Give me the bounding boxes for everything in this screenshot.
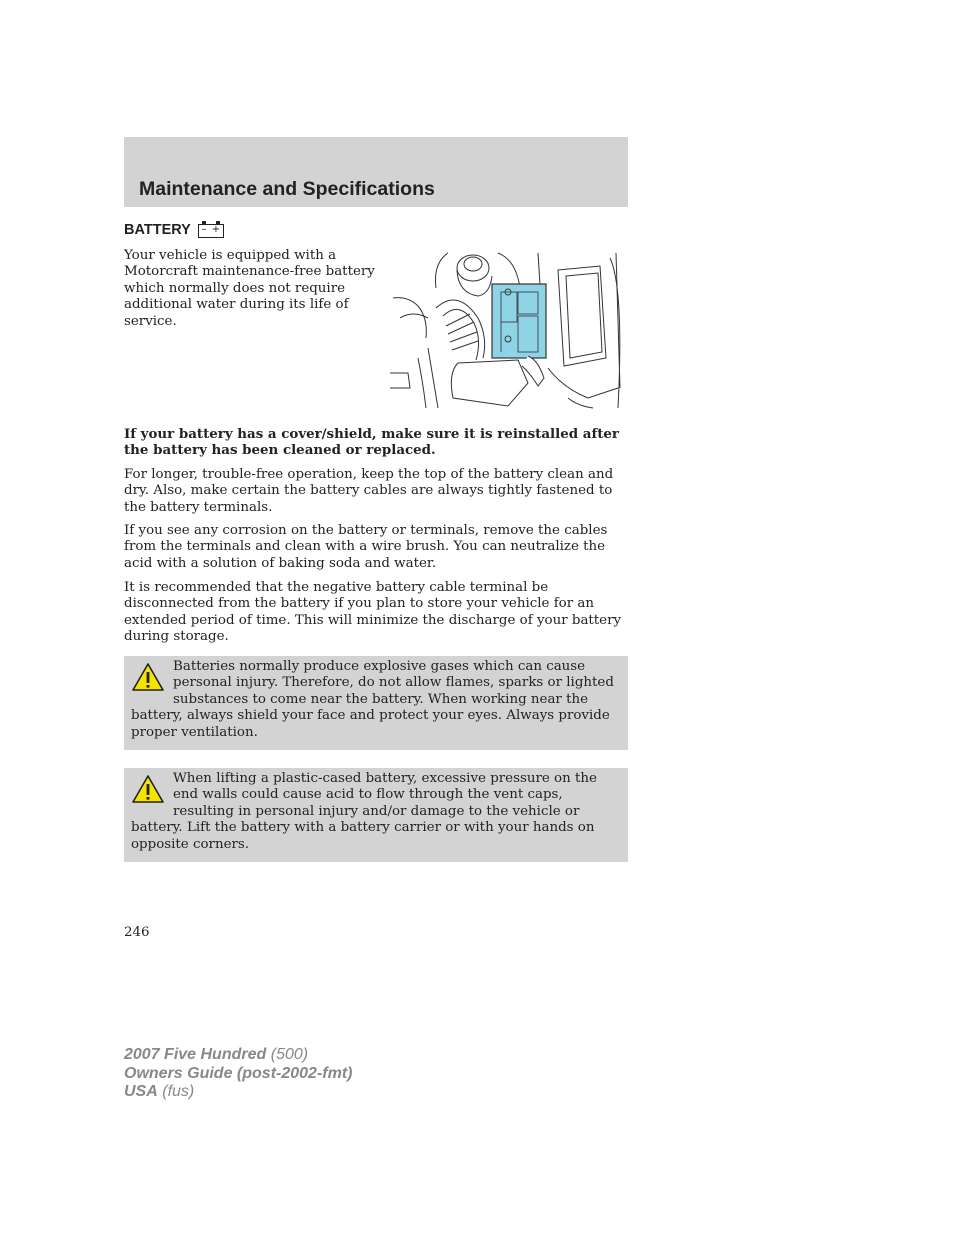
paragraph-corrosion: If you see any corrosion on the battery or terminals, remove the cables from the terminals and clean with a wire brush. You can neutralize the acid with a solution of baking soda and water. (124, 523, 608, 571)
page-title: Maintenance and Specifications (139, 178, 435, 200)
paragraph-cleaning: For longer, trouble-free operation, keep the top of the battery clean and dry. Also, make certain the battery cables are always tightly fastened to the battery terminals. (124, 467, 614, 515)
page-number: 246 (124, 925, 150, 940)
warning-text: Batteries normally produce explosive gases which can cause personal injury. Therefore, do not allow flames, sparks or lighted substances to come near the battery. When working near the battery, always shield your face and protect your eyes. Always provide proper ventilation. (131, 659, 614, 740)
section-header-band (124, 137, 628, 207)
warning-triangle-icon (131, 774, 165, 804)
battery-icon: – + (198, 224, 224, 238)
paragraph-storage: It is recommended that the negative battery cable terminal be disconnected from the battery if you plan to store your vehicle for an extended period of time. This will minimize the discharge of your battery during storage. (124, 580, 622, 645)
warning-box-explosive-gases (124, 656, 628, 750)
intro-paragraph: Your vehicle is equipped with a Motorcraft maintenance-free battery which normally does not require additional water during its life of service. (124, 248, 375, 329)
section-title: BATTERY (124, 222, 191, 238)
document-footer: 2007 Five Hundred (500) Owners Guide (post-2002-fmt) USA (fus) (124, 1046, 353, 1100)
battery-location-illustration (388, 248, 628, 410)
warning-text: When lifting a plastic-cased battery, excessive pressure on the end walls could cause acid to flow through the vent caps, resulting in personal injury and/or damage to the vehicle or battery. Lift the battery with a battery carrier or with your hands on opposite corners. (131, 771, 597, 852)
section-heading (124, 222, 224, 238)
cover-notice: If your battery has a cover/shield, make sure it is reinstalled after the battery has been cleaned or replaced. (124, 426, 619, 459)
warning-box-lifting-battery (124, 768, 628, 862)
warning-triangle-icon (131, 662, 165, 692)
